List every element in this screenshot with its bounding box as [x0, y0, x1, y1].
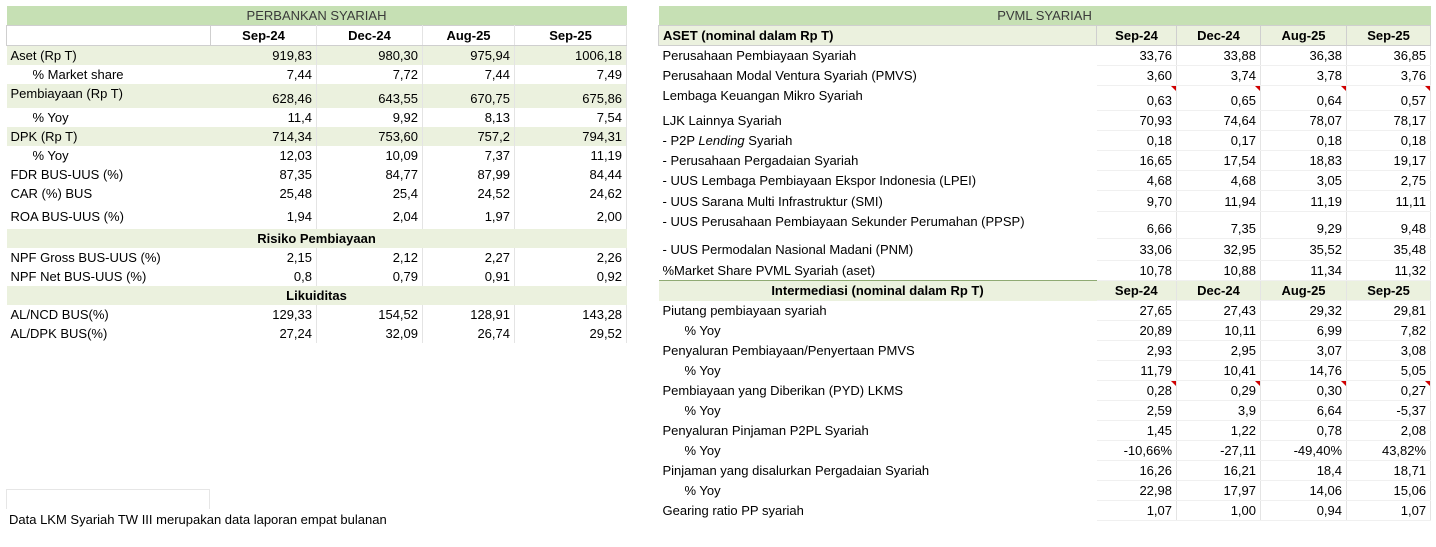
cell: 36,85 — [1347, 46, 1431, 66]
cell: 670,75 — [423, 84, 515, 108]
cell: 7,54 — [515, 108, 627, 127]
col-header: Sep-25 — [515, 26, 627, 46]
cell: 757,2 — [423, 127, 515, 146]
cell: 628,46 — [211, 84, 317, 108]
cell: 6,99 — [1261, 321, 1347, 341]
cell: 10,11 — [1177, 321, 1261, 341]
row-label: DPK (Rp T) — [7, 127, 211, 146]
table-row — [659, 86, 1431, 111]
cell: 643,55 — [317, 84, 423, 108]
row-label: Aset (Rp T) — [7, 46, 211, 66]
cell: 0,18 — [1347, 131, 1431, 151]
cell: 33,88 — [1177, 46, 1261, 66]
cell: 0,18 — [1097, 131, 1177, 151]
table-row — [659, 421, 1431, 441]
row-label: %Market Share PVML Syariah (aset) — [662, 262, 876, 278]
cell: 1,22 — [1177, 421, 1261, 441]
cell: 27,43 — [1177, 301, 1261, 321]
cell: 2,26 — [515, 248, 627, 267]
aset-header: ASET (nominal dalam Rp T) — [659, 26, 1097, 46]
col-header: Dec-24 — [317, 26, 423, 46]
row-label: Pinjaman yang disalurkan Pergadaian Syariah — [662, 463, 930, 478]
cell: 3,60 — [1097, 66, 1177, 86]
cell: 16,21 — [1177, 461, 1261, 481]
cell: 3,74 — [1177, 66, 1261, 86]
table-row — [659, 481, 1431, 501]
pvml-title: PVML SYARIAH — [659, 6, 1431, 26]
intermediasi-header: Intermediasi (nominal dalam Rp T) — [659, 281, 1097, 301]
cell: 0,28 — [1097, 381, 1177, 401]
cell: 0,17 — [1177, 131, 1261, 151]
cell: 26,74 — [423, 324, 515, 343]
cell: 78,07 — [1261, 111, 1347, 131]
table-row — [659, 111, 1431, 131]
cell: 7,72 — [317, 65, 423, 84]
cell: 3,78 — [1261, 66, 1347, 86]
row-label: Pembiayaan (Rp T) — [7, 84, 211, 108]
cell: 7,35 — [1177, 212, 1261, 239]
cell: 15,06 — [1347, 481, 1431, 501]
table-row — [659, 381, 1431, 401]
cell: 9,92 — [317, 108, 423, 127]
cell: 7,37 — [423, 146, 515, 165]
row-label: Penyaluran Pinjaman P2PL Syariah — [662, 423, 869, 438]
row-label: % Yoy — [684, 323, 721, 338]
cell: 35,48 — [1347, 239, 1431, 261]
table-row — [659, 131, 1431, 151]
cell: 143,28 — [515, 305, 627, 324]
row-label: AL/DPK BUS(%) — [10, 326, 108, 341]
cell: 4,68 — [1097, 171, 1177, 191]
cell: 2,75 — [1347, 171, 1431, 191]
row-label: - UUS Lembaga Pembiayaan Ekspor Indonesia (LPEI) — [662, 173, 977, 188]
cell: 78,17 — [1347, 111, 1431, 131]
row-label: Penyaluran Pembiayaan/Penyertaan PMVS — [662, 343, 915, 358]
cell: 11,19 — [1261, 191, 1347, 212]
row-label: % Yoy — [684, 363, 721, 378]
cell: 2,08 — [1347, 421, 1431, 441]
cell: -49,40% — [1261, 441, 1347, 461]
cell: 2,93 — [1097, 341, 1177, 361]
cell: 0,91 — [423, 267, 515, 286]
row-label: % Yoy — [32, 110, 69, 125]
row-label: % Market share — [32, 67, 124, 82]
table-row — [659, 46, 1431, 66]
cell: 27,24 — [211, 324, 317, 343]
table-row — [659, 361, 1431, 381]
row-label: FDR BUS-UUS (%) — [10, 167, 124, 182]
liquidity-section-title: Likuiditas — [7, 286, 627, 305]
cell: 25,48 — [211, 184, 317, 203]
cell: 919,83 — [211, 46, 317, 66]
table-row — [659, 321, 1431, 341]
col-header: Aug-25 — [1261, 26, 1347, 46]
row-label: Perusahaan Pembiayaan Syariah — [662, 48, 857, 64]
table-row — [7, 324, 627, 343]
perbankan-title: PERBANKAN SYARIAH — [7, 6, 627, 26]
cell: 11,32 — [1347, 261, 1431, 281]
cell: 4,68 — [1177, 171, 1261, 191]
cell: 7,82 — [1347, 321, 1431, 341]
cell: 0,65 — [1177, 86, 1261, 111]
cell: 0,18 — [1261, 131, 1347, 151]
cell: 10,09 — [317, 146, 423, 165]
row-label: % Yoy — [684, 443, 721, 458]
col-header: Sep-25 — [1347, 26, 1431, 46]
col-header: Sep-25 — [1347, 281, 1431, 301]
table-row — [7, 146, 627, 165]
table-row — [659, 151, 1431, 171]
cell: 25,4 — [317, 184, 423, 203]
table-row — [659, 171, 1431, 191]
cell: 1,07 — [1097, 501, 1177, 521]
cell: -27,11 — [1177, 441, 1261, 461]
cell: 2,27 — [423, 248, 515, 267]
cell: 18,4 — [1261, 461, 1347, 481]
col-header: Sep-24 — [1097, 26, 1177, 46]
table-row — [659, 301, 1431, 321]
cell: 87,99 — [423, 165, 515, 184]
row-label: Pembiayaan yang Diberikan (PYD) LKMS — [662, 383, 904, 398]
cell: 11,11 — [1347, 191, 1431, 212]
cell: 1,94 — [211, 203, 317, 229]
row-label: NPF Net BUS-UUS (%) — [10, 269, 147, 284]
row-label: - UUS Permodalan Nasional Madani (PNM) — [662, 242, 914, 257]
cell: 74,64 — [1177, 111, 1261, 131]
cell: 11,19 — [515, 146, 627, 165]
cell: 128,91 — [423, 305, 515, 324]
cell: 22,98 — [1097, 481, 1177, 501]
cell: 5,05 — [1347, 361, 1431, 381]
table-row — [7, 184, 627, 203]
cell: 12,03 — [211, 146, 317, 165]
cell: 32,95 — [1177, 239, 1261, 261]
footnote: Data LKM Syariah TW III merupakan data laporan empat bulanan — [9, 512, 387, 527]
table-row — [7, 165, 627, 184]
row-label: % Yoy — [32, 148, 69, 163]
table-row — [659, 212, 1431, 239]
cell: 84,77 — [317, 165, 423, 184]
row-label: Piutang pembiayaan syariah — [662, 303, 827, 318]
cell: 2,15 — [211, 248, 317, 267]
table-row — [7, 46, 627, 66]
cell: 3,05 — [1261, 171, 1347, 191]
cell: 10,88 — [1177, 261, 1261, 281]
cell: 1,00 — [1177, 501, 1261, 521]
table-row — [659, 401, 1431, 421]
cell: 35,52 — [1261, 239, 1347, 261]
table-row — [7, 267, 627, 286]
cell: 0,64 — [1261, 86, 1347, 111]
table-row — [659, 501, 1431, 521]
cell: 0,27 — [1347, 381, 1431, 401]
cell: 7,44 — [211, 65, 317, 84]
cell: 154,52 — [317, 305, 423, 324]
cell: 17,97 — [1177, 481, 1261, 501]
table-row — [659, 341, 1431, 361]
cell: 3,76 — [1347, 66, 1431, 86]
cell: 29,32 — [1261, 301, 1347, 321]
table-row — [7, 84, 627, 108]
table-row — [7, 248, 627, 267]
cell: -5,37 — [1347, 401, 1431, 421]
col-header: Dec-24 — [1177, 26, 1261, 46]
cell: 0,92 — [515, 267, 627, 286]
cell: 11,94 — [1177, 191, 1261, 212]
cell: 14,06 — [1261, 481, 1347, 501]
cell: 36,38 — [1261, 46, 1347, 66]
table-row — [7, 203, 627, 229]
col-header: Aug-25 — [423, 26, 515, 46]
table-row — [659, 66, 1431, 86]
cell: -10,66% — [1097, 441, 1177, 461]
cell: 0,8 — [211, 267, 317, 286]
cell: 16,26 — [1097, 461, 1177, 481]
cell: 3,9 — [1177, 401, 1261, 421]
table-row — [7, 305, 627, 324]
header-blank — [7, 26, 211, 46]
cell: 2,95 — [1177, 341, 1261, 361]
cell: 0,63 — [1097, 86, 1177, 111]
table-row — [659, 441, 1431, 461]
row-label: Gearing ratio PP syariah — [662, 503, 804, 518]
cell: 3,07 — [1261, 341, 1347, 361]
col-header: Dec-24 — [1177, 281, 1261, 301]
cell: 11,79 — [1097, 361, 1177, 381]
cell: 29,81 — [1347, 301, 1431, 321]
cell: 3,08 — [1347, 341, 1431, 361]
cell: 11,34 — [1261, 261, 1347, 281]
cell: 16,65 — [1097, 151, 1177, 171]
cell: 18,71 — [1347, 461, 1431, 481]
cell: 9,29 — [1261, 212, 1347, 239]
cell: 14,76 — [1261, 361, 1347, 381]
cell: 794,31 — [515, 127, 627, 146]
cell: 675,86 — [515, 84, 627, 108]
cell: 24,62 — [515, 184, 627, 203]
cell: 7,44 — [423, 65, 515, 84]
row-label: - UUS Sarana Multi Infrastruktur (SMI) — [662, 193, 883, 209]
row-label — [659, 131, 1097, 151]
cell: 7,49 — [515, 65, 627, 84]
cell: 33,06 — [1097, 239, 1177, 261]
row-label: LJK Lainnya Syariah — [662, 113, 782, 128]
cell: 0,57 — [1347, 86, 1431, 111]
cell: 0,79 — [317, 267, 423, 286]
table-row — [7, 127, 627, 146]
table-row — [659, 239, 1431, 261]
cell: 2,12 — [317, 248, 423, 267]
cell: 975,94 — [423, 46, 515, 66]
col-header: Aug-25 — [1261, 281, 1347, 301]
cell: 2,59 — [1097, 401, 1177, 421]
row-label: CAR (%) BUS — [10, 186, 93, 201]
cell: 11,4 — [211, 108, 317, 127]
cell: 24,52 — [423, 184, 515, 203]
cell: 6,66 — [1097, 212, 1177, 239]
row-label: % Yoy — [684, 483, 721, 498]
cell: 1006,18 — [515, 46, 627, 66]
pvml-syariah-table — [658, 6, 1431, 521]
cell: 17,54 — [1177, 151, 1261, 171]
table-row — [659, 191, 1431, 212]
cell: 6,64 — [1261, 401, 1347, 421]
table-row — [7, 65, 627, 84]
cell: 1,45 — [1097, 421, 1177, 441]
cell: 0,78 — [1261, 421, 1347, 441]
label-pre: - P2P — [662, 133, 699, 148]
note-cell-outline — [6, 489, 210, 509]
cell: 70,93 — [1097, 111, 1177, 131]
cell: 714,34 — [211, 127, 317, 146]
cell: 2,04 — [317, 203, 423, 229]
cell: 84,44 — [515, 165, 627, 184]
cell: 27,65 — [1097, 301, 1177, 321]
label-post: Syariah — [744, 133, 793, 148]
row-label: AL/NCD BUS(%) — [10, 307, 109, 322]
row-label: - UUS Perusahaan Pembiayaan Sekunder Perumahan (PPSP) — [662, 213, 1025, 229]
cell: 29,52 — [515, 324, 627, 343]
cell: 20,89 — [1097, 321, 1177, 341]
perbankan-syariah-table — [6, 6, 627, 343]
cell: 0,30 — [1261, 381, 1347, 401]
table-row — [659, 461, 1431, 481]
table-row — [659, 261, 1431, 281]
row-label: - Perusahaan Pergadaian Syariah — [662, 153, 859, 168]
row-label: NPF Gross BUS-UUS (%) — [10, 250, 161, 265]
cell: 1,97 — [423, 203, 515, 229]
row-label: Perusahaan Modal Ventura Syariah (PMVS) — [662, 68, 917, 83]
label-em: Lending — [698, 133, 745, 148]
row-label: ROA BUS-UUS (%) — [10, 208, 124, 224]
cell: 9,70 — [1097, 191, 1177, 212]
cell: 43,82% — [1347, 441, 1431, 461]
cell: 1,07 — [1347, 501, 1431, 521]
cell: 87,35 — [211, 165, 317, 184]
risk-section-title: Risiko Pembiayaan — [7, 229, 627, 248]
cell: 753,60 — [317, 127, 423, 146]
cell: 10,41 — [1177, 361, 1261, 381]
col-header: Sep-24 — [1097, 281, 1177, 301]
cell: 32,09 — [317, 324, 423, 343]
cell: 19,17 — [1347, 151, 1431, 171]
row-label: % Yoy — [684, 403, 721, 418]
cell: 980,30 — [317, 46, 423, 66]
cell: 0,94 — [1261, 501, 1347, 521]
cell: 33,76 — [1097, 46, 1177, 66]
cell: 9,48 — [1347, 212, 1431, 239]
cell: 10,78 — [1097, 261, 1177, 281]
row-label: Lembaga Keuangan Mikro Syariah — [662, 87, 863, 103]
cell: 129,33 — [211, 305, 317, 324]
col-header: Sep-24 — [211, 26, 317, 46]
cell: 2,00 — [515, 203, 627, 229]
cell: 18,83 — [1261, 151, 1347, 171]
table-row — [7, 108, 627, 127]
cell: 8,13 — [423, 108, 515, 127]
cell: 0,29 — [1177, 381, 1261, 401]
